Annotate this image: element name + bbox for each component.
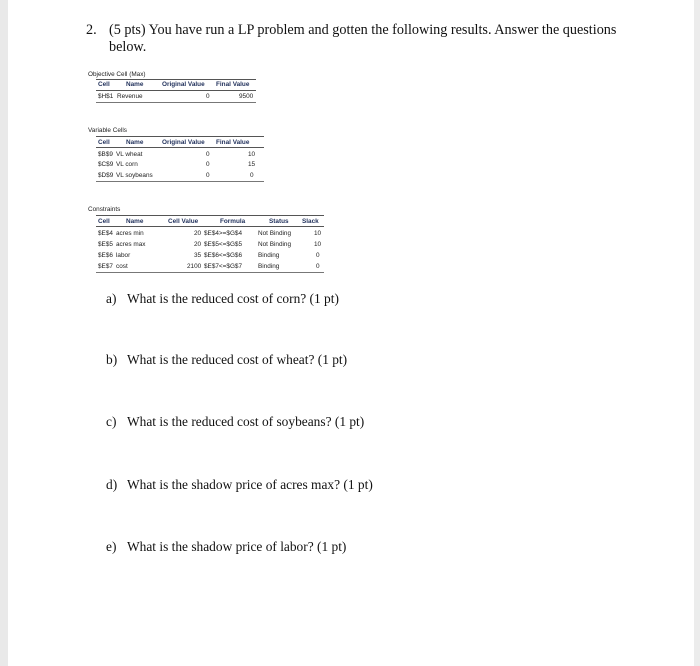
table-cell: 0 <box>206 161 210 168</box>
table-cell: 0 <box>250 172 254 179</box>
variables-title: Variable Cells <box>88 127 127 134</box>
table-cell: 0 <box>316 252 320 259</box>
row-bottom-rule <box>96 181 264 182</box>
page-right-edge <box>694 0 700 666</box>
header-slack: Slack <box>302 218 319 225</box>
table-cell: $E$4>=$G$4 <box>204 230 243 237</box>
subquestion-text: What is the reduced cost of corn? (1 pt) <box>127 291 339 306</box>
subquestion-label: b) <box>106 352 118 367</box>
header-formula: Formula <box>220 218 246 225</box>
table-cell: $E$7 <box>98 263 113 270</box>
subquestion-b <box>106 352 347 368</box>
table-cell: VL soybeans <box>116 172 153 179</box>
header-final-value: Final Value <box>216 81 250 88</box>
row-bottom-rule <box>96 102 256 103</box>
header-top-rule <box>96 79 256 80</box>
table-cell: $E$5<=$G$5 <box>204 241 243 248</box>
variable-cells-table <box>88 127 268 187</box>
subquestion-text: What is the reduced cost of soybeans? (1 pt) <box>127 414 365 429</box>
table-cell: $E$6 <box>98 252 113 259</box>
header-top-rule <box>96 215 324 216</box>
objective-cell-table <box>88 71 263 111</box>
subquestion-label: c) <box>106 414 117 429</box>
table-cell: 20 <box>194 241 202 248</box>
subquestion-e <box>106 539 346 555</box>
table-cell: 20 <box>194 230 202 237</box>
table-cell: 2100 <box>187 263 202 270</box>
header-cell: Cell <box>98 81 110 88</box>
table-cell: 0 <box>206 93 210 100</box>
table-cell: 0 <box>206 151 210 158</box>
header-cell-value: Cell Value <box>168 218 199 225</box>
subquestion-text: What is the shadow price of labor? (1 pt) <box>127 539 347 554</box>
table-cell: 35 <box>194 252 202 259</box>
table-cell: $E$4 <box>98 230 113 237</box>
table-cell: Not Binding <box>258 241 292 248</box>
table-cell: cost <box>116 263 128 270</box>
header-cell: Cell <box>98 139 110 146</box>
subquestion-c <box>106 414 364 430</box>
constraints-table <box>88 206 328 276</box>
header-bottom-rule <box>96 90 256 91</box>
table-cell: VL corn <box>116 161 138 168</box>
objective-title: Objective Cell (Max) <box>88 71 146 78</box>
table-cell: $H$1 <box>98 93 114 100</box>
table-cell: 0 <box>316 263 320 270</box>
subquestion-label: e) <box>106 539 117 554</box>
subquestion-text: What is the shadow price of acres max? (1 pt) <box>127 477 373 492</box>
question-text: (5 pts) You have run a LP problem and gotten the following results. Answer the questions below. <box>109 22 617 55</box>
table-cell: acres min <box>116 230 144 237</box>
table-cell: 10 <box>314 230 322 237</box>
table-cell: $B$9 <box>98 151 113 158</box>
subquestion-text: What is the reduced cost of wheat? (1 pt) <box>127 352 348 367</box>
table-cell: 0 <box>206 172 210 179</box>
header-name: Name <box>126 139 144 146</box>
table-cell: $D$9 <box>98 172 114 179</box>
question-number: 2. <box>86 22 97 38</box>
header-status: Status <box>269 218 289 225</box>
table-cell: Binding <box>258 263 280 270</box>
subquestion-label: d) <box>106 477 118 492</box>
table-cell: Revenue <box>117 93 143 100</box>
header-name: Name <box>126 81 144 88</box>
header-original-value: Original Value <box>162 139 205 146</box>
header-cell: Cell <box>98 218 110 225</box>
header-top-rule <box>96 136 264 137</box>
table-cell: Not Binding <box>258 230 292 237</box>
table-cell: 9500 <box>239 93 254 100</box>
subquestion-d <box>106 477 373 493</box>
subquestion-a <box>106 291 339 307</box>
header-original-value: Original Value <box>162 81 205 88</box>
subquestion-label: a) <box>106 291 117 306</box>
table-cell: labor <box>116 252 131 259</box>
table-cell: 15 <box>248 161 256 168</box>
table-cell: acres max <box>116 241 146 248</box>
header-final-value: Final Value <box>216 139 250 146</box>
table-cell: VL wheat <box>116 151 143 158</box>
table-cell: 10 <box>248 151 256 158</box>
row-bottom-rule <box>96 272 324 273</box>
table-cell: $C$9 <box>98 161 114 168</box>
header-bottom-rule <box>96 226 324 227</box>
header-name: Name <box>126 218 144 225</box>
table-cell: $E$6<=$G$6 <box>204 252 243 259</box>
header-bottom-rule <box>96 147 264 148</box>
constraints-title: Constraints <box>88 206 121 213</box>
table-cell: 10 <box>314 241 322 248</box>
table-cell: Binding <box>258 252 280 259</box>
page-left-edge <box>0 0 8 666</box>
table-cell: $E$5 <box>98 241 113 248</box>
table-cell: $E$7<=$G$7 <box>204 263 243 270</box>
